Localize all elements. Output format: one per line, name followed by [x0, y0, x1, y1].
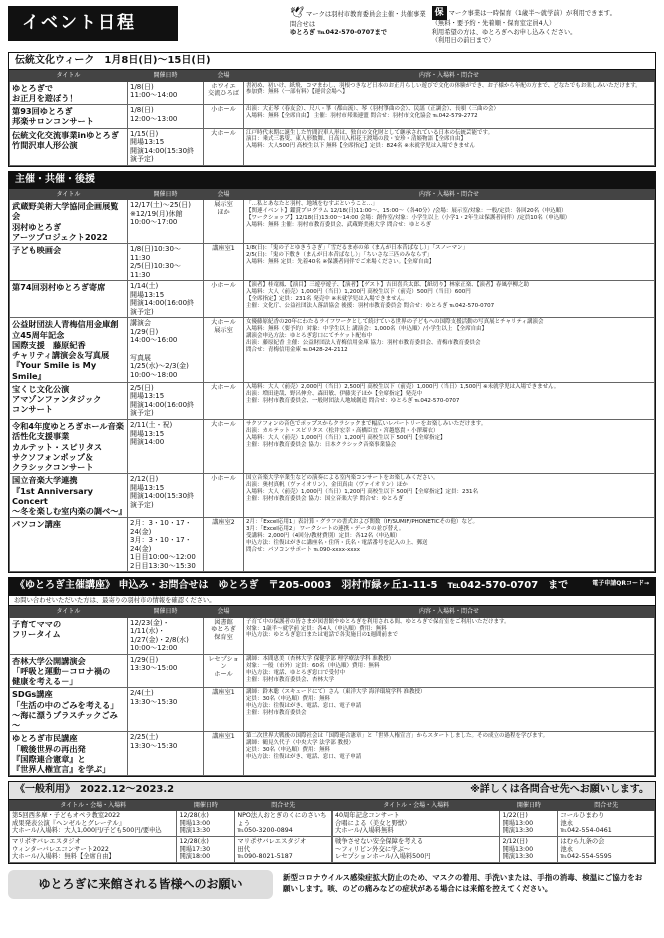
table-row: [10, 617, 655, 654]
event-venue: 大ホール 展示室: [204, 318, 244, 383]
notice-text: 新型コロナウイルス感染症拡大防止のため、マスクの着用、手洗いまたは、手指の消毒、検温にご協力をお願いします。咳、のどの痛みなどの症状がある場合には来館を控えてください。: [283, 873, 643, 894]
col-title: タイトル: [10, 607, 128, 617]
table-row: [10, 382, 655, 419]
table-row: [10, 732, 655, 776]
table-row: [10, 688, 655, 732]
section-heading: 《一般利用》 2022.12～2023.2 ※詳しくは各問合せ先へお願いします。: [9, 782, 655, 799]
event-venue: 小ホール: [204, 105, 244, 129]
event-date: 2/5(日) 開場13:15 開演14:00(16:00終演予定): [128, 382, 204, 419]
event-title: 杏林大学公開講演会 「呼吸と運動－コロナ禍の 健康を考える－」: [10, 654, 128, 688]
col-detail: 内容・入場料・問合せ: [244, 189, 655, 199]
bird-icon: 🕊: [290, 6, 304, 19]
notice-heading: ゆとろぎに来館される皆様へのお願い: [8, 870, 273, 899]
legend-ho1: マーク事業は一時保育（1歳半～就学前）が利用できます。: [448, 10, 616, 17]
event-title: 公益財団法人青梅信用金庫創立45周年記念 国際支援 藤原紀香 チャリティ講演会＆写真展 『Your Smile is My Smile』: [10, 318, 128, 383]
event-detail: 女優藤原紀香の20年にわたるライフワークとして続けている世界の子どもへの国際支援活動の写真展とチャリティ講演会 入場料：無料（要予約）対象：中学生以上 講演会：1,000名（申込順）/小学生以上 【全席自由】 講演会申込方法：ゆとろぎ窓口にてチケット配布中 出演：藤原紀香 主催：公益財団法人青梅信用金庫 協力：羽村市教育委員会、青梅市教育委員会 問合せ：青梅信用金庫 ℡0428-24-2112: [244, 318, 655, 383]
general-title: 40周年記念コンサート 合唱による（美女と野獣） 大ホール/入場料無料: [333, 810, 500, 836]
table-row: [10, 200, 655, 244]
event-venue: 大ホール: [204, 128, 244, 165]
event-detail: 講師：本間恵美（杏林大学 保健学部 理学療法学科 准教授） 対象：一般（市外）定員：60名（申込順）費用：無料 申込方法：電話、ゆとろぎ窓口で受付中 主催：羽村市教育委員会、杏林大学: [244, 654, 655, 688]
table-row: [10, 244, 655, 281]
event-venue: 大ホール: [204, 382, 244, 419]
table-row: [10, 474, 655, 518]
header: [8, 6, 656, 48]
event-title: 第74回羽村ゆとろぎ寄席: [10, 281, 128, 318]
event-detail: 2月：「Excel応用1」表計算・グラフの書式および関数（IF/SUMIF/PHONETICその他）など。 3月：「Excel応用2」 ワークシートの連携・データの並び替え。 受講料：2,000円（4回分/教材費別）定員：各12名（申込順） 申込方法：往復はがきに講座名・住所・氏名・電話番号を記入の上、郵送 問合せ：パソコンサポート ℡090-xxxx-xxxx: [244, 518, 655, 572]
event-detail: 国立音楽大学卒業生などの演奏による室内楽コンサートをお楽しみください。 出演：奥村真帆（ヴァイオリン）、金田真由（ヴァイオリン）ほか 入場料：大人（前売）1,000円（当日）1,200円 高校生以下 500円【全席指定】定員：231名 主催：羽村市教育委員会 協力：国立音楽大学 問合せ：ゆとろぎ: [244, 474, 655, 518]
legend-ho3: 利用希望の方は、ゆとろぎへお申し込みください。: [431, 28, 577, 36]
event-title: 伝統文化交流事業inゆとろぎ 竹間沢車人形公演: [10, 128, 128, 165]
event-detail: 書初め、初いけ、紙飛、コマまわし、羽根つきなど日本のお正月らしい遊びで文化の体験ができ、お子様から年配の方まで、どなたでもお楽しみいただけます。 参加費：無料（一部有料）【運営会場へ】: [244, 81, 655, 105]
qr-label: 電子申請QRコード→: [592, 580, 649, 588]
event-detail: 入場料：大人（前売）2,000円（当日）2,500円 高校生以下（前売）1,000円（当日）1,500円 ※未就学児は入場できません。 出演：増田達哉、野呂伸介、森田敏、伊藤実子ほか【全席指定】発売中 主催：羽村市教育委員会、一般財団法人地域創造 問合せ：ゆとろぎ ℡042-570-0707: [244, 382, 655, 419]
event-detail: 1/8(日)：「鬼の子とゆきうさぎ」「雪だるま赤の弟（まんが日本昔ばなし）」「スノーマン」 2/5(日)：「鬼の下敷き（まんが日本昔ばなし）」「ちいさな三匹のみならず」 入場料：無料 定員：先着40名 ※保護者同伴でご来場ください。【全席自由】: [244, 244, 655, 281]
col-venue: 会場: [204, 71, 244, 81]
event-table: [9, 606, 655, 776]
col-title: タイトル: [10, 189, 128, 199]
legend-line2: 問合せは: [290, 20, 316, 28]
event-title: パソコン講座: [10, 518, 128, 572]
general-date: 2/12(日) 開場13:00 開演13:30: [500, 837, 558, 863]
event-venue: 小ホール: [204, 281, 244, 318]
event-title: SDGs講座 「生活の中のごみを考える」 ～海に漂うプラスチックごみ～: [10, 688, 128, 732]
general-contact: NPO法人おとぎのくにのさいちょう ℡050-3200-0894: [235, 810, 332, 836]
event-detail: 出演：大正琴（春友会）、尺八・箏（都山流）、琴（羽村箏曲の会）、民謡（正調会）、長唄（三曲の会） 入場料：無料【全席自由】 主催：羽村市邦楽連盟 問合せ：羽村市文化協会 ℡042-579-2772: [244, 105, 655, 129]
legend: [290, 6, 616, 46]
event-title: ゆとろぎで お正月を遊ぼう！: [10, 81, 128, 105]
section-yutorogi-courses: [8, 577, 656, 777]
event-date: 2/11(土・祝) 開場13:15 開演14:00: [128, 420, 204, 474]
event-venue: ホワイエ 交流ひろば: [204, 81, 244, 105]
table-row: [10, 810, 332, 836]
event-table: [9, 70, 655, 165]
event-detail: 「…私とあなたと羽村、地域をむすぶということ…」 【関連イベント】鑑賞プログラム 12/18(日)11:00～、15:00～（各40分）/会場：展示室/対象：一般/定員：各回20名（申込順） 【ワークショップ】12/18(日)13:00～14:00 会場：創作室/対象：小学生以上（小学1・2年生は保護者同伴）/定員10名（申込順） 入場料：無料 主催：羽村市教育委員会、武蔵野美術大学 問合せ：ゆとろぎ: [244, 200, 655, 244]
table-row: [10, 128, 655, 165]
table-row: [10, 281, 655, 318]
event-venue: レセプション ホール: [204, 654, 244, 688]
section-note: お問い合わせいただいた方は、最寄りの羽村市の情報を確認ください。: [9, 596, 655, 607]
event-date: 講演会 1/29(日) 14:00～16:00 写真展 1/25(水)～2/3(金) 10:00～18:00: [128, 318, 204, 383]
event-date: 1/8(日)10:30～11:30 2/5(日)10:30～11:30: [128, 244, 204, 281]
col-date: 開催日時: [128, 71, 204, 81]
event-venue: 図書館 ゆとろぎ 保育室: [204, 617, 244, 654]
event-venue: 講座室1: [204, 688, 244, 732]
event-date: 2/12(日) 開場13:15 開演14:00(15:30終演予定): [128, 474, 204, 518]
childcare-mark-icon: 保: [432, 6, 447, 20]
legend-line1: マークは羽村市教育委員会主催・共催事業: [305, 11, 426, 18]
col-detail: 内容・入場料・問合せ: [244, 607, 655, 617]
event-title: 武蔵野美術大学協同企画展覧会 羽村ゆとろぎ アーツプロジェクト2022: [10, 200, 128, 244]
table-row: [10, 81, 655, 105]
event-table: [9, 189, 655, 573]
event-detail: 子育て中の保護者の皆さまが図書館やゆとろぎを利用される間、ゆとろぎで保育室をご利用いただけます。 対象：1歳半～就学前 定員：各4人（申込順）費用：無料 申込方法：ゆとろぎ窓口または電話で各実施日の1週間前まで: [244, 617, 655, 654]
event-detail: 講師：鈴木聡（スキュードにて）さん（東洋大学 海洋環境学科 准教授） 定員：30名（申込順）費用：無料 申込方法：往復はがき、電話、窓口、電子申請 主催：羽村市教育委員会: [244, 688, 655, 732]
event-detail: 【演者】桂竜鳳、【演目】三遊亭遊子、【演者】【ゲスト】吉田喜兵太郎、【紙切り】林家正楽、【演者】春風亭柳之助 入場料：大人（前売）1,000円（当日）1,200円 高校生以下（前売）500円（当日）600円 【全席指定】定員：231名 発売中 ※未就学児は入場できません。 主催：文化庁、公益社団法人落語協会 後援：羽村市教育委員会 問合せ：ゆとろぎ ℡042-570-0707: [244, 281, 655, 318]
rows: [10, 200, 655, 572]
section-general-use: [8, 781, 656, 864]
event-detail: 第二次世界大戦後の国際社会は「国際連合憲章」と「世界人権宣言」からスタートしました。その成立の過程を学びます。 講師：鶴見久代子（中央大学 法学部 教授） 定員：30名（申込順）費用：無料 申込方法：往復はがき、電話、窓口、電子申請: [244, 732, 655, 776]
event-date: 1/8(日) 12:00～13:00: [128, 105, 204, 129]
event-date: 2/4(土) 13:30～15:30: [128, 688, 204, 732]
section-heading: 主催・共催・後援: [9, 172, 655, 189]
table-row: [10, 420, 655, 474]
section-note: ※詳しくは各問合せ先へお願いします。: [470, 784, 649, 796]
general-table-right: タイトル・会場・入場料 開催日時 問合せ先 40周年記念コンサート 合唱による（美女と野獣） 大ホール/入場料無料 1/22(日) 開場13:00 開演13:30 コールひまわり 池永 ℡042-554-0461 戦争させない安全保障を考える ～フィリピン外交に学ぶ～ レセプションホール/入場料500円 2/12(日) 開場13:00 開演13:30 はむら九条の会 池永 ℡042-554-5595: [332, 800, 655, 863]
general-title: マリポサバレエスタジオ ウィンターバレエコンサート2022 大ホール/入場料：無料【全席自由】: [10, 837, 177, 863]
notice: [8, 870, 656, 899]
general-date: 12/28(水) 開場13:00 開演13:30: [177, 810, 235, 836]
event-date: 1/8(日) 11:00～14:00: [128, 81, 204, 105]
legend-line3: ゆとろぎ ℡042-570-0707まで: [290, 29, 388, 37]
table-row: [10, 318, 655, 383]
event-date: 1/29(日) 13:30～15:00: [128, 654, 204, 688]
section-traditional-week: [8, 52, 656, 167]
event-title: 子ども映画会: [10, 244, 128, 281]
event-detail: 江戸時代末期に誕生した竹間沢車人形は、独自の文化財として継承されている日本の伝統芸能です。 演目：乗式三番叟、東人形数舞、日高川入相花王渡場の段・安珍・清姫物語【全席自由】 入場料：大人500円 高校生以下 無料【全席指定】定員：824名 ※未就学児は入場できません: [244, 128, 655, 165]
col-title: タイトル: [10, 71, 128, 81]
event-date: 2/25(土) 13:30～15:30: [128, 732, 204, 776]
table-row: [10, 654, 655, 688]
event-venue: 講座室1: [204, 732, 244, 776]
table-row: [333, 837, 655, 863]
col-date: 開催日時: [128, 189, 204, 199]
section-heading: 伝統文化ウィーク 1月8日(日)～15日(日): [9, 53, 655, 70]
event-title: 宝くじ文化公演 アマゾンファンタジック コンサート: [10, 382, 128, 419]
col-venue: 会場: [204, 189, 244, 199]
general-date: 12/28(水) 開場17:30 開演18:00: [177, 837, 235, 863]
event-venue: 展示室 ほか: [204, 200, 244, 244]
section-heading: 《ゆとろぎ主催講座》 申込み・お問合せは ゆとろぎ 〒205-0003 羽村市緑ヶ丘1-11-5 ℡042-570-0707 まで 電子申請QRコード→: [9, 578, 655, 595]
event-date: 12/23(金)・1/11(水)・ 1/27(金)・2/8(水) 10:00～12:00: [128, 617, 204, 654]
event-venue: 講座室1: [204, 244, 244, 281]
rows: [10, 81, 655, 165]
event-venue: 講座室2: [204, 518, 244, 572]
general-title: 戦争させない安全保障を考える ～フィリピン外交に学ぶ～ レセプションホール/入場料500円: [333, 837, 500, 863]
table-row: [333, 810, 655, 836]
table-row: [10, 518, 655, 572]
event-venue: 大ホール: [204, 420, 244, 474]
legend-ho2: （無料・要予約・先着順・保育室定員4人）: [431, 20, 556, 28]
event-title: 令和4年度ゆとろぎホール音楽活性化支援事業 カルテット・スピリタス サクソフォンポップ＆ クラシックコンサート: [10, 420, 128, 474]
general-title: 第5回西多摩・子どもオペラ教室2022 成果発表公演『ヘンゼルとグレーテル』 大ホール/入場料：大人1,000円/子ども500円/要申込: [10, 810, 177, 836]
event-title: 第93回ゆとろぎ 邦楽サロンコンサート: [10, 105, 128, 129]
page-title: イベント日程: [8, 6, 178, 41]
legend-ho4: （利用日の前日まで）: [431, 37, 495, 45]
table-row: [10, 105, 655, 129]
general-contact: コールひまわり 池永 ℡042-554-0461: [558, 810, 655, 836]
event-date: 12/17(土)～25(日) ※12/19(月)休館 10:00～17:00: [128, 200, 204, 244]
col-venue: 会場: [204, 607, 244, 617]
general-contact: はむら九条の会 池永 ℡042-554-5595: [558, 837, 655, 863]
event-title: ゆとろぎ市民講座 「戦後世界の再出発 『国際連合憲章』と 『世界人権宣言』を学ぶ」: [10, 732, 128, 776]
event-date: 2月：3・10・17・24(金) 3月：3・10・17・24(金) 1日目10:00～12:00 2日目13:30～15:30: [128, 518, 204, 572]
section-sponsored: [8, 171, 656, 574]
table-row: [10, 837, 332, 863]
rows: [10, 617, 655, 776]
event-date: 1/15(日) 開場13:15 開演14:00(15:30終演予定): [128, 128, 204, 165]
col-detail: 内容・入場料・問合せ: [244, 71, 655, 81]
event-title: 国立音楽大学連携 『1st Anniversary Concert ～冬を楽しむ室内楽の調べ～』: [10, 474, 128, 518]
event-date: 1/14(土) 開場13:15 開演14:00(16:00終演予定): [128, 281, 204, 318]
event-detail: サクソフォンの音色でポップスからクラシックまで幅広いレパートリーをお楽しみいただけます。 出演：カルテット・スピリタス（松井宏幸・高橋臣宜・宮越悠貴・小澤瑠衣） 入場料：大人（前売）1,000円（当日）1,200円 高校生以下 500円【全席指定】 主催：羽村市教育委員会 協力：日本クラシック音楽事業協会: [244, 420, 655, 474]
general-table-left: タイトル・会場・入場料 開催日時 問合せ先 第5回西多摩・子どもオペラ教室2022 成果発表公演『ヘンゼルとグレーテル』 大ホール/入場料：大人1,000円/子ども500円/要申込 12/28(水) 開場13:00 開演13:30 NPO法人おとぎのくにのさいちょう ℡050-3200-0894 マリポサバレエスタジオ ウィンターバレエコンサート2022 大ホール/入場料：無料【全席自由】 12/28(水) 開場17:30 開演18:00 マリポサバレエスタジオ 田代 ℡090-8021-5187: [9, 800, 332, 863]
general-contact: マリポサバレエスタジオ 田代 ℡090-8021-5187: [235, 837, 332, 863]
event-title: 子育てママの フリータイム: [10, 617, 128, 654]
col-date: 開催日時: [128, 607, 204, 617]
general-date: 1/22(日) 開場13:00 開演13:30: [500, 810, 558, 836]
event-venue: 小ホール: [204, 474, 244, 518]
